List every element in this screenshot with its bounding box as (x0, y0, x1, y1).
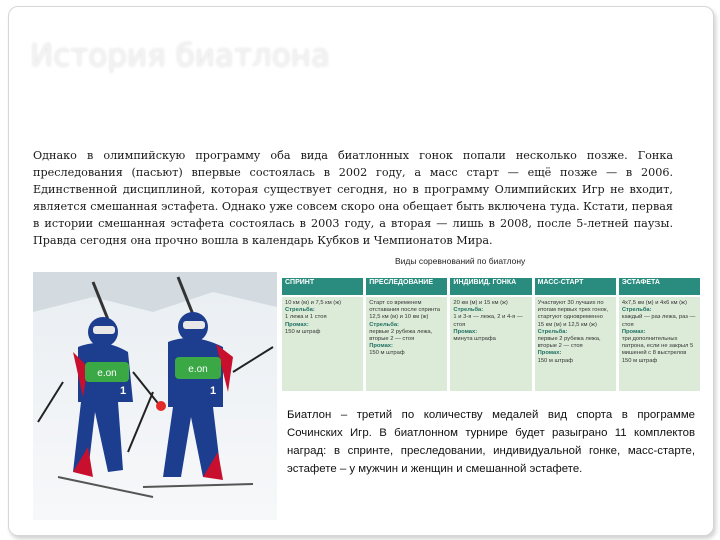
table-cell-line: Промах: (369, 343, 393, 350)
table-cell-line: Стрельба: (453, 307, 484, 314)
table-column-body (282, 297, 363, 391)
table-column (535, 278, 616, 391)
table-cell-line: 1 и 3-я — лежа, 2 и 4-я — стоя (453, 314, 523, 328)
table-column (619, 278, 700, 391)
competition-types-table (282, 278, 700, 391)
table-column-header: ИНДИВИД. ГОНКА (450, 278, 531, 295)
table-cell-line: 12,5 км (м) и 10 км (ж) (369, 314, 429, 321)
table-cell-line: 20 км (м) и 15 км (ж) (453, 300, 508, 306)
slide-title: История биатлона (30, 38, 330, 74)
table-cell-line: 10 км (м) и 7,5 км (ж) (285, 300, 342, 306)
table-cell-line: первые 2 рубежа лежа, вторые 2 — стоя (369, 328, 433, 343)
table-column-header: ЭСТАФЕТА (619, 278, 700, 295)
table-cell-line: Стрельба: (285, 307, 315, 314)
table-column-header: МАСС-СТАРТ (535, 278, 616, 295)
table-cell-line: минута штрафа (453, 336, 496, 343)
bib-sponsor-right: e.on (188, 364, 208, 375)
table-cell-line: 1 лежа и 1 стоя (285, 314, 327, 321)
table-cell-line: 150 м штраф (621, 357, 658, 364)
table-caption: Виды соревнований по биатлону (395, 256, 526, 266)
bib-number-right: 1 (209, 385, 217, 397)
table-cell-line: Стрельба: (537, 328, 568, 335)
summary-text: Биатлон – третий по количеству медалей вид спорта в программе Сочинских Игр. В биатлонном турнире будет разыграно 11 комплектов наград: в спринте, преследовании, индивидуальной гонке, масс-старте, эстафете – у мужчин и женщин и смешанной эстафете. (287, 409, 695, 475)
table-cell-line: 150 м штраф (537, 357, 574, 364)
table-column-body (619, 297, 700, 391)
table-column-body (366, 297, 447, 391)
table-cell-line: 150 м штраф (285, 328, 321, 335)
table-cell-line: Промах: (285, 321, 309, 328)
slide-body-text: Однако в олимпийскую программу оба вида биатлонных гонок попали несколько позже. Гонка преследования (пасьют) впервые состоялась в 2002 году, а масс старт — ещё позже — в 2006. Единственной дисциплиной, которая существует сегодня, но в программу Олимпийских Игр не входит, является смешанная эстафета. Однако уже совсем скоро она обещает быть включена туда. Кстати, первая в истории смешанная эстафета состоялась в 2003 году, а вторая — лишь в 2008, после 5-летней паузы. Правда сегодня она прочно вошла в календарь Кубков и Чемпионатов Мира. (33, 149, 673, 248)
table-column (450, 278, 531, 391)
table-column-header: ПРЕСЛЕДОВАНИЕ (366, 278, 447, 295)
biathletes-photo (33, 272, 277, 520)
table-cell-line: Стрельба: (621, 307, 652, 314)
table-cell-line: Участвуют 30 лучших по итогам первых трех гонок, стартуют одновременно (537, 300, 609, 321)
table-cell-line: Промах: (537, 350, 562, 357)
table-column-body (535, 297, 616, 391)
bib-number-left: 1 (119, 385, 127, 397)
table-cell-line: 15 км (м) и 12,5 км (ж) (537, 321, 597, 328)
table-cell-line: Промах: (621, 328, 646, 335)
bib-sponsor-left: e.on (97, 368, 117, 379)
table-column-body (450, 297, 531, 391)
table-cell-line: первые 2 рубежа лежа, вторые 2 — стоя (537, 336, 601, 350)
table-cell-line: три дополнительных патрона, если не закрыл 5 мишеней с 8 выстрелов (621, 336, 694, 357)
table-column (366, 278, 447, 391)
table-cell-line: Стрельба: (369, 321, 399, 328)
table-cell-line: 150 м штраф (369, 350, 405, 357)
table-cell-line: 4х7,5 км (м) и 4х6 км (ж) (621, 300, 687, 306)
table-column-header: СПРИНТ (282, 278, 363, 295)
table-cell-line: Промах: (453, 328, 478, 335)
table-column (282, 278, 363, 391)
table-cell-line: Старт со временем отставания после спринта (369, 300, 441, 314)
table-cell-line: каждый — раз лежа, раз — стоя (621, 314, 696, 328)
